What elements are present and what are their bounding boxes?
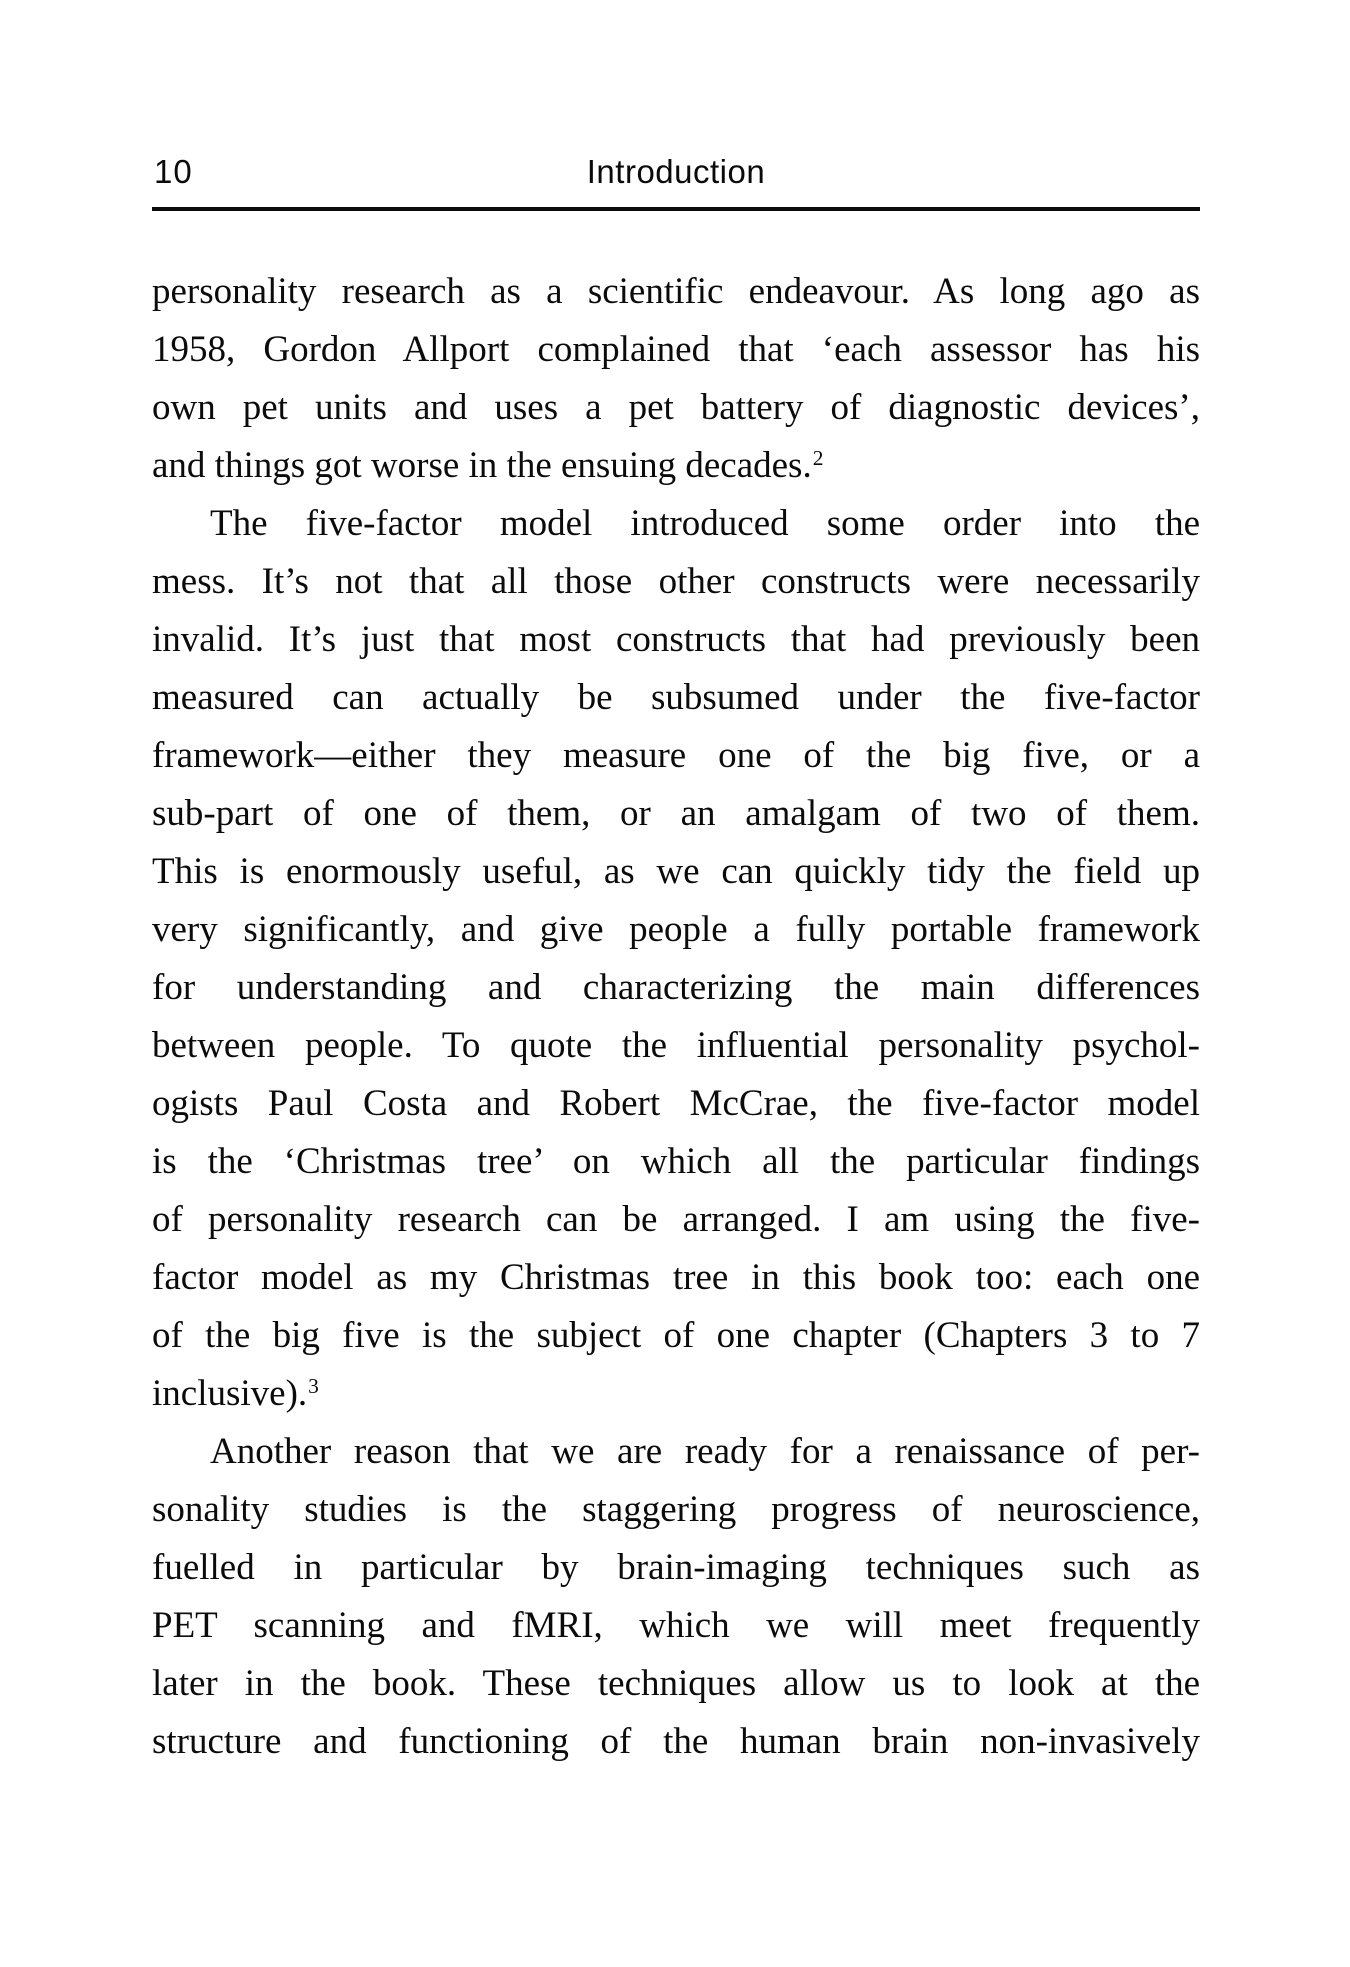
text-line-content: PET scanning and fMRI, which we will meet frequently	[152, 1605, 1200, 1646]
text-line-content: factor model as my Christmas tree in this book too: each one	[152, 1257, 1200, 1298]
footnote-reference: 3	[308, 1374, 319, 1399]
text-line	[152, 727, 1200, 785]
text-line-content: of the big five is the subject of one chapter (Chapters 3 to 7	[152, 1315, 1200, 1356]
text-line	[152, 1481, 1200, 1539]
text-line	[152, 959, 1200, 1017]
text-line-content: own pet units and uses a pet battery of diagnostic devices’,	[152, 387, 1200, 428]
text-line	[152, 263, 1200, 321]
text-line-content: 1958, Gordon Allport complained that ‘each assessor has his	[152, 329, 1200, 370]
text-line	[152, 321, 1200, 379]
text-line-content: personality research as a scientific endeavour. As long ago as	[152, 271, 1200, 312]
text-line-content: very significantly, and give people a fully portable framework	[152, 909, 1200, 950]
text-line	[152, 379, 1200, 437]
text-line-content: framework—either they measure one of the big five, or a	[152, 735, 1200, 776]
text-line	[152, 1713, 1200, 1771]
text-line	[152, 901, 1200, 959]
text-line	[152, 553, 1200, 611]
text-block	[152, 152, 1200, 1771]
header-rule	[152, 207, 1200, 211]
text-line	[152, 611, 1200, 669]
text-line	[152, 1423, 1200, 1481]
text-line	[152, 1191, 1200, 1249]
text-line	[152, 1655, 1200, 1713]
text-line	[152, 843, 1200, 901]
text-line	[152, 437, 1200, 495]
text-line-content: later in the book. These techniques allow us to look at the	[152, 1663, 1200, 1704]
paragraph	[152, 1423, 1200, 1771]
text-line	[152, 1075, 1200, 1133]
text-line-content: and things got worse in the ensuing decades.	[152, 445, 812, 486]
paragraph	[152, 495, 1200, 1423]
text-line	[152, 1017, 1200, 1075]
text-line-content: invalid. It’s just that most constructs that had previously been	[152, 619, 1200, 660]
running-header-title: Introduction	[586, 153, 766, 190]
text-line-content: fuelled in particular by brain-imaging techniques such as	[152, 1547, 1200, 1588]
text-line-content: measured can actually be subsumed under the five-factor	[152, 677, 1200, 718]
text-line-content: mess. It’s not that all those other constructs were necessarily	[152, 561, 1200, 602]
text-line-content: inclusive).	[152, 1373, 308, 1414]
text-line-content: between people. To quote the influential personality psychol-	[152, 1025, 1200, 1066]
text-line	[152, 1539, 1200, 1597]
paragraph	[152, 263, 1200, 495]
footnote-reference: 2	[812, 446, 824, 471]
text-line	[152, 1307, 1200, 1365]
text-line-content: sub-part of one of them, or an amalgam of two of them.	[152, 793, 1200, 834]
text-line	[152, 1365, 1200, 1423]
text-line-content: The five-factor model introduced some order into the	[210, 503, 1200, 544]
text-line	[152, 1133, 1200, 1191]
text-line-content: structure and functioning of the human brain non-invasively	[152, 1721, 1200, 1762]
text-line-content: ogists Paul Costa and Robert McCrae, the five-factor model	[152, 1083, 1200, 1124]
text-line	[152, 1249, 1200, 1307]
text-line-content: is the ‘Christmas tree’ on which all the particular findings	[152, 1141, 1200, 1182]
text-line-content: for understanding and characterizing the main differences	[152, 967, 1200, 1008]
text-line-content: Another reason that we are ready for a renaissance of per-	[210, 1431, 1200, 1472]
text-line	[152, 495, 1200, 553]
text-line	[152, 669, 1200, 727]
page-number: 10	[154, 153, 193, 190]
text-line-content: This is enormously useful, as we can quickly tidy the field up	[152, 851, 1200, 892]
text-line	[152, 1597, 1200, 1655]
text-line-content: sonality studies is the staggering progress of neuroscience,	[152, 1489, 1200, 1530]
page-body	[152, 263, 1200, 1771]
page-header	[152, 152, 1200, 192]
text-line-content: of personality research can be arranged. I am using the five-	[152, 1199, 1200, 1240]
text-line	[152, 785, 1200, 843]
